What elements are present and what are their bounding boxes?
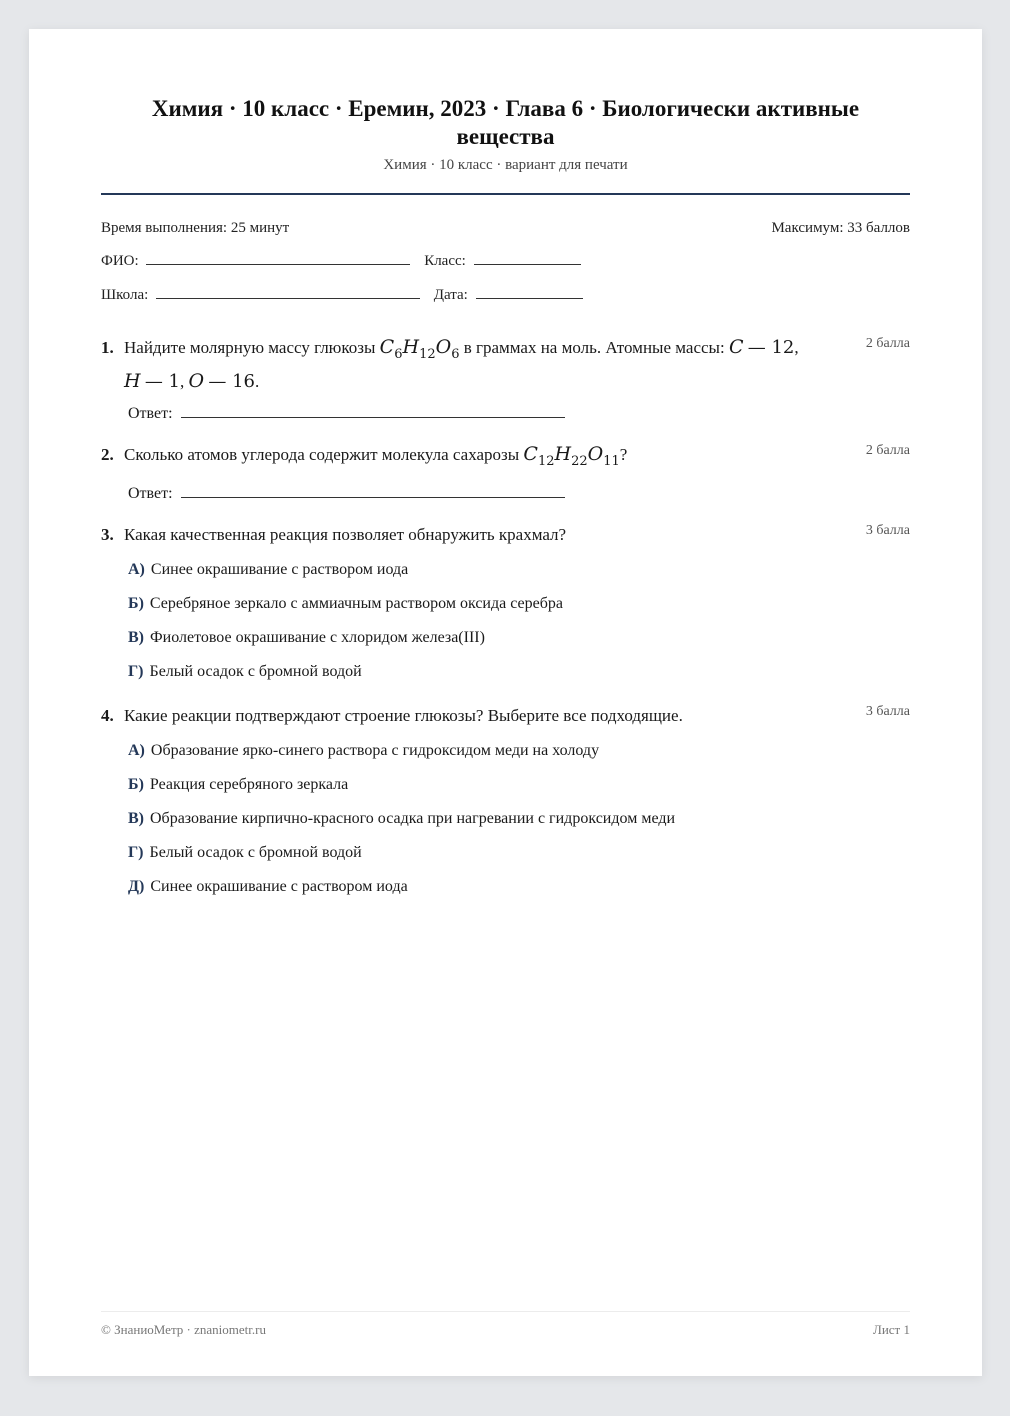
option-text: Белый осадок с бромной водой xyxy=(149,844,362,861)
option-c[interactable] xyxy=(128,809,910,829)
formula-oxygen-mass: O xyxy=(188,369,205,392)
worksheet-page xyxy=(29,29,982,1376)
footer-divider xyxy=(101,1311,910,1312)
question-points: 2 балла xyxy=(865,443,910,458)
class-label: Класс: xyxy=(424,253,466,269)
school-field[interactable] xyxy=(156,298,420,299)
option-e[interactable] xyxy=(128,877,910,897)
option-letter: В) xyxy=(128,810,144,827)
question-text: Какая качественная реакция позволяет обнаружить крахмал? xyxy=(124,525,567,544)
question-3 xyxy=(101,521,910,682)
option-letter: А) xyxy=(128,742,145,759)
fio-field[interactable] xyxy=(146,264,410,265)
max-score: Максимум: 33 баллов xyxy=(771,220,910,236)
question-text: Сколько атомов углерода содержит молекула сахарозы $C_{12}H_{22}O_{11}$? xyxy=(124,443,628,469)
option-a[interactable] xyxy=(128,741,910,761)
option-d[interactable] xyxy=(128,662,910,682)
question-number: 2. xyxy=(101,445,114,464)
formula-carbon-mass: C xyxy=(728,336,744,358)
formula-sucrose: $C_{12}H_{22}O_{11}$ xyxy=(523,443,620,469)
answer-field[interactable] xyxy=(181,497,565,498)
date-label: Дата: xyxy=(433,287,468,303)
question-points: 2 балла xyxy=(865,336,910,351)
formula-hydrogen-mass: H xyxy=(124,369,141,392)
answer-field[interactable] xyxy=(181,417,565,418)
option-text: Образование ярко-синего раствора с гидроксидом меди на холоду xyxy=(150,742,600,759)
option-letter: Б) xyxy=(128,595,144,612)
option-b[interactable] xyxy=(128,594,910,614)
school-label: Школа: xyxy=(101,287,149,303)
option-text: Образование кирпично-красного осадка при нагревании с гидроксидом меди xyxy=(150,810,676,827)
question-2 xyxy=(101,441,910,503)
fio-label: ФИО: xyxy=(101,253,139,269)
option-letter: Г) xyxy=(128,663,144,680)
question-points: 3 балла xyxy=(865,704,910,719)
question-1 xyxy=(101,334,910,423)
answer-label: Ответ: xyxy=(128,484,173,502)
option-letter: А) xyxy=(128,561,145,578)
fio-row xyxy=(101,253,581,270)
footer-copyright: © ЗнаниоМетр · znaniometr.ru xyxy=(101,1322,266,1337)
question-number: 3. xyxy=(101,525,114,544)
option-b[interactable] xyxy=(128,775,910,795)
question-4 xyxy=(101,702,910,897)
option-letter: Б) xyxy=(128,776,144,793)
option-letter: Д) xyxy=(128,878,145,895)
page-subtitle: Химия · 10 класс · вариант для печати xyxy=(383,157,628,173)
date-field[interactable] xyxy=(476,298,583,299)
page-title: Химия · 10 класс · Еремин, 2023 · Глава 6 · Биологически активные вещества xyxy=(151,96,860,149)
footer-page-number: Лист 1 xyxy=(873,1322,910,1337)
time-limit: Время выполнения: 25 минут xyxy=(101,220,290,236)
question-text: Какие реакции подтверждают строение глюкозы? Выберите все подходящие. xyxy=(124,706,683,725)
option-text: Фиолетовое окрашивание с хлоридом железа(III) xyxy=(150,629,485,646)
option-text: Синее окрашивание с раствором иода xyxy=(150,878,408,895)
option-text: Серебряное зеркало с аммиачным раствором оксида серебра xyxy=(149,595,563,612)
option-text: Белый осадок с бромной водой xyxy=(149,663,362,680)
class-field[interactable] xyxy=(474,264,581,265)
question-number: 1. xyxy=(101,338,114,357)
option-d[interactable] xyxy=(128,843,910,863)
question-number: 4. xyxy=(101,706,114,725)
answer-row xyxy=(128,405,910,423)
option-text: Синее окрашивание с раствором иода xyxy=(150,561,409,578)
school-row xyxy=(101,287,583,304)
option-letter: Г) xyxy=(128,844,144,861)
option-a[interactable] xyxy=(128,560,910,580)
option-letter: В) xyxy=(128,629,144,646)
question-points: 3 балла xyxy=(865,523,910,538)
header-divider xyxy=(101,193,910,195)
option-text: Реакция серебряного зеркала xyxy=(149,776,349,793)
answer-label: Ответ: xyxy=(128,404,173,422)
answer-row xyxy=(128,485,910,503)
formula-glucose: $C_6H_{12}O_6$ xyxy=(379,336,460,362)
option-c[interactable] xyxy=(128,628,910,648)
question-text: Найдите молярную массу глюкозы $C_6H_{12}O_6$ в граммах на моль. Атомные массы: C — 12, H — 1, O — 16. xyxy=(124,336,799,392)
